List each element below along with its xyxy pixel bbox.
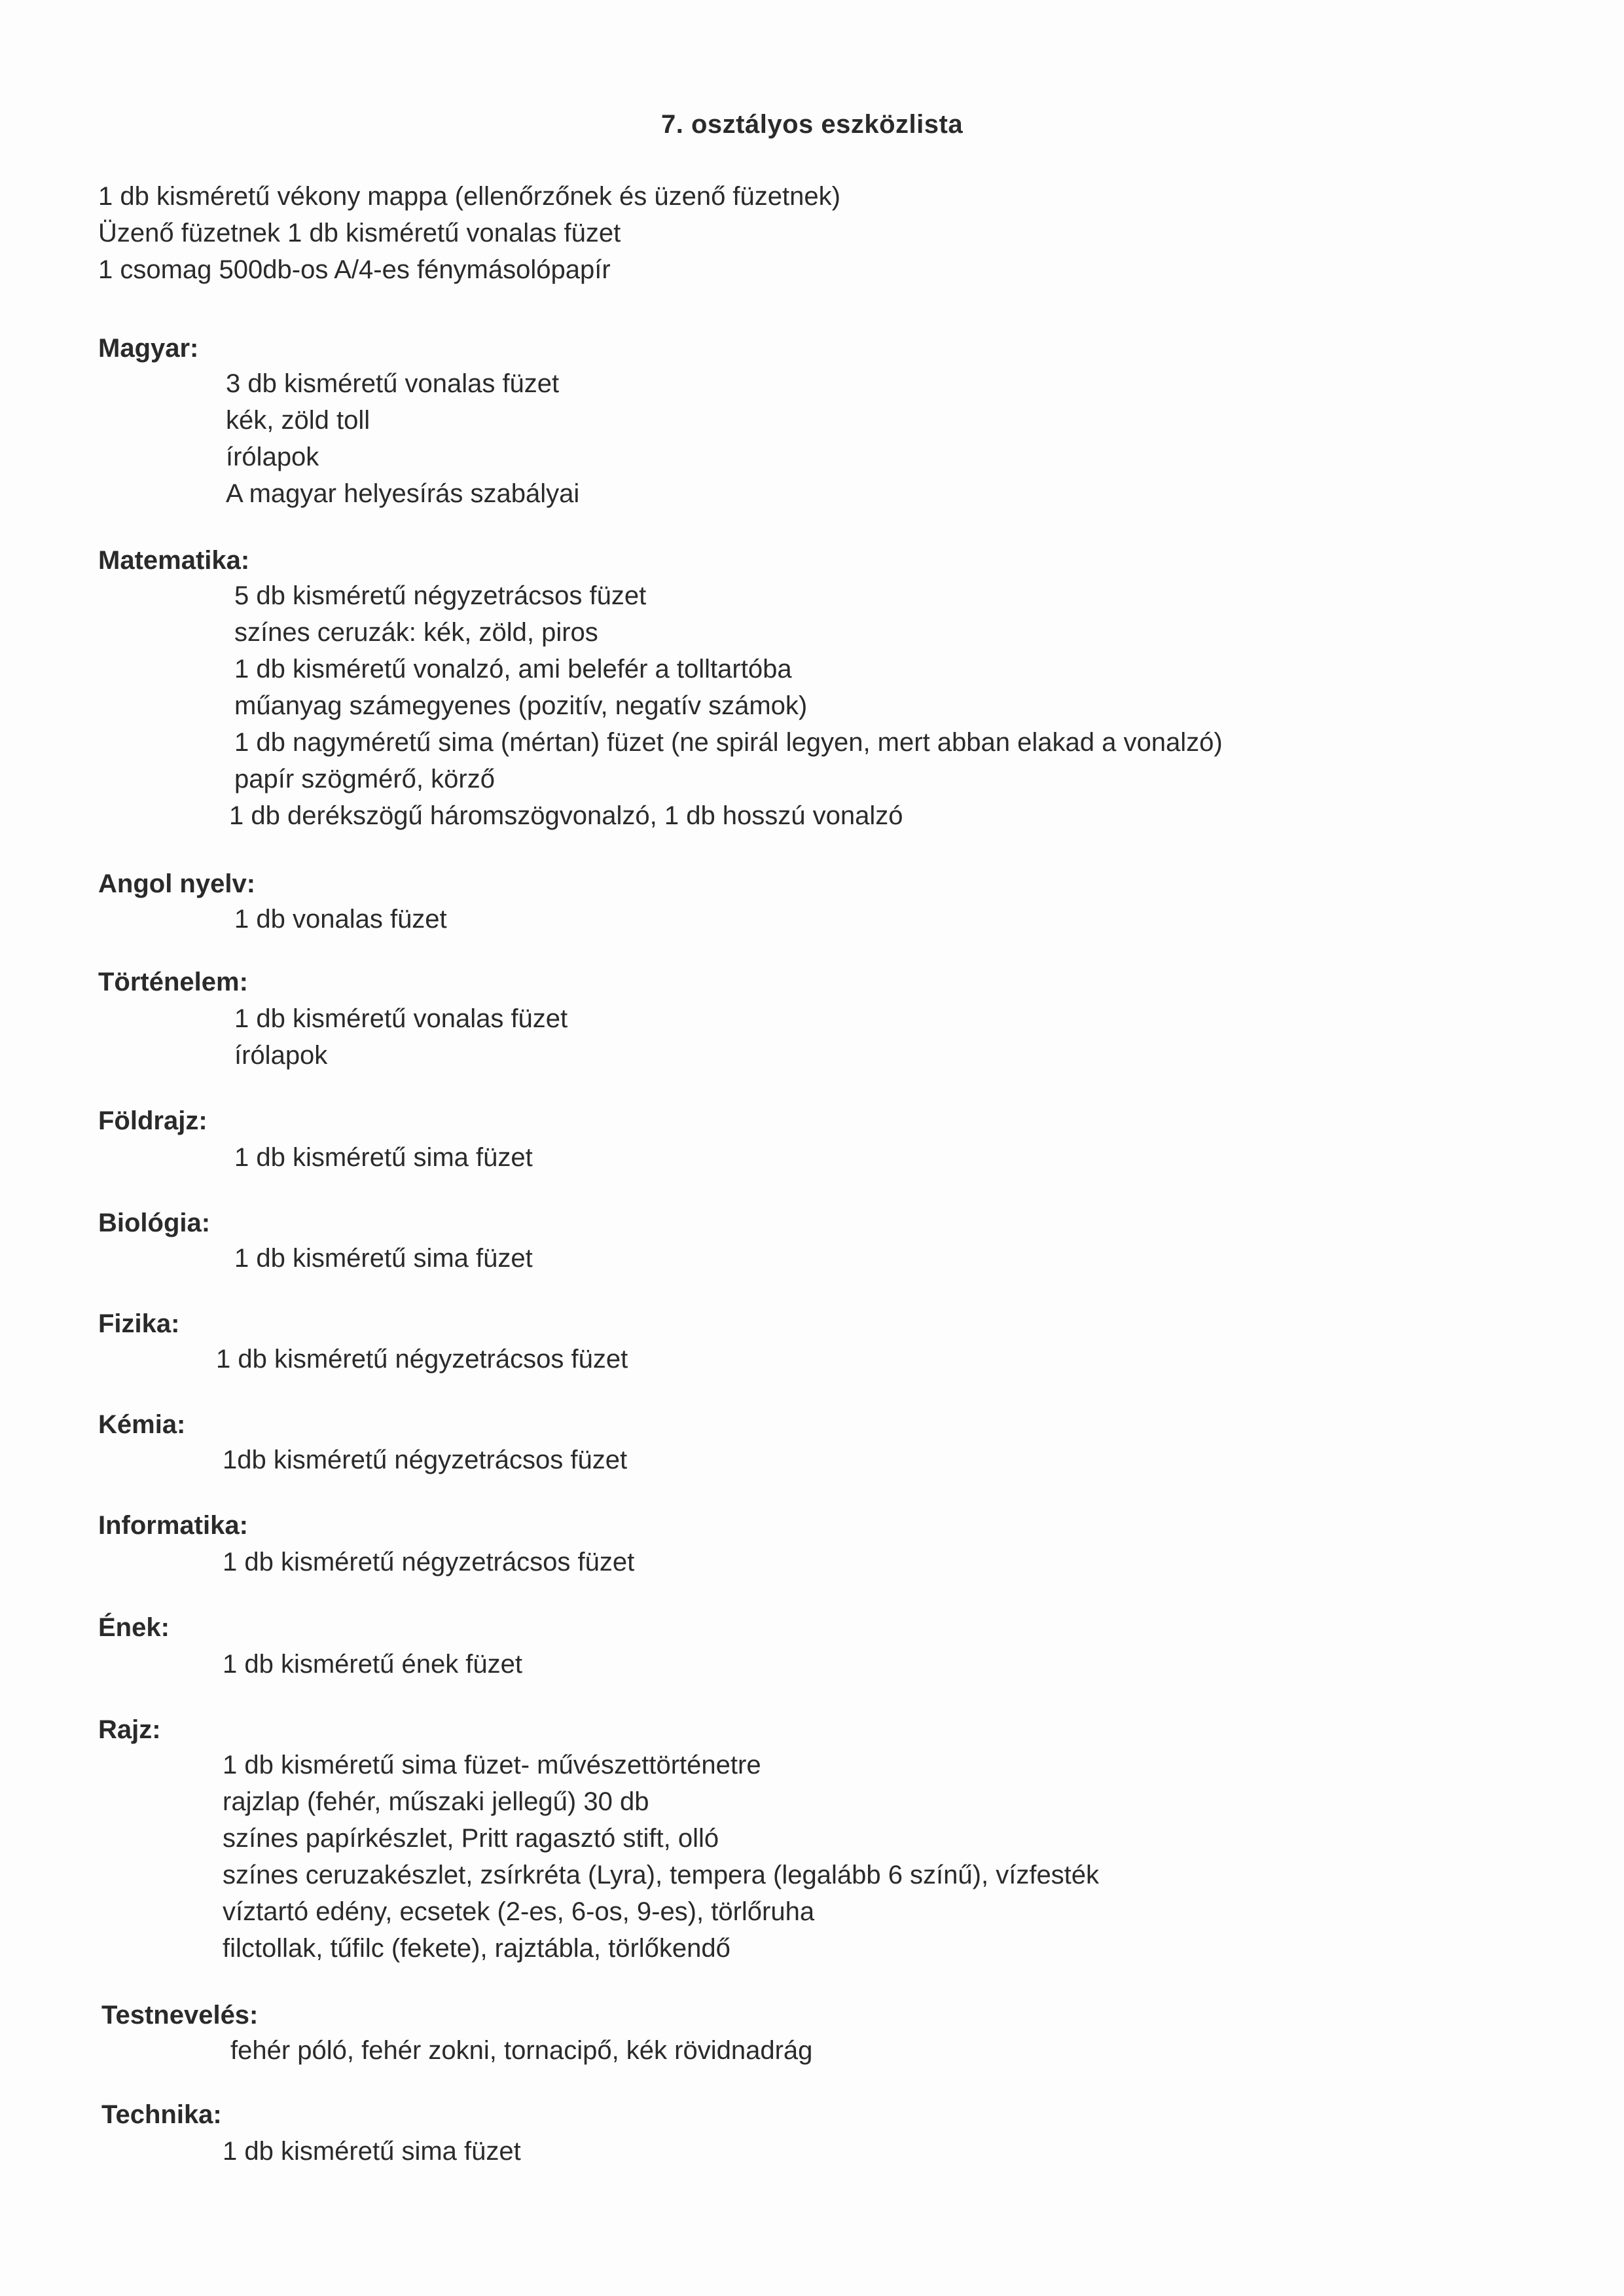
subject-heading-testneveles: Testnevelés: [101, 2001, 259, 2030]
subject-heading-biologia: Biológia: [98, 1209, 211, 1237]
subject-item: 1 db kisméretű ének füzet [223, 1650, 523, 1679]
subject-item: 1 db kisméretű sima füzet [223, 2137, 521, 2166]
subject-heading-angol-nyelv: Angol nyelv: [98, 869, 256, 898]
subject-item: 1 db kisméretű sima füzet [234, 1143, 533, 1172]
subject-item: 1 db kisméretű négyzetrácsos füzet [216, 1345, 628, 1374]
subject-heading-matematika: Matematika: [98, 546, 250, 575]
page-title: 7. osztályos eszközlista [661, 110, 964, 139]
subject-item: víztartó edény, ecsetek (2-es, 6-os, 9-es), törlőruha [223, 1897, 815, 1926]
subject-item: színes papírkészlet, Pritt ragasztó stift, olló [223, 1824, 719, 1853]
subject-item: írólapok [226, 443, 319, 471]
subject-item: színes ceruzák: kék, zöld, piros [234, 618, 598, 647]
subject-item: papír szögmérő, körző [234, 765, 495, 793]
subject-item: műanyag számegyenes (pozitív, negatív számok) [234, 691, 808, 720]
subject-heading-magyar: Magyar: [98, 334, 199, 363]
subject-item: írólapok [234, 1041, 328, 1070]
subject-item: 1 db kisméretű vonalzó, ami belefér a tolltartóba [234, 655, 792, 683]
subject-heading-technika: Technika: [101, 2100, 222, 2129]
general-item: 1 csomag 500db-os A/4-es fénymásolópapír [98, 255, 611, 284]
subject-item: fehér póló, fehér zokni, tornacipő, kék rövidnadrág [230, 2036, 813, 2065]
subject-item: 3 db kisméretű vonalas füzet [226, 369, 560, 398]
subject-item: A magyar helyesírás szabályai [226, 479, 580, 508]
subject-item: 1 db kisméretű négyzetrácsos füzet [223, 1548, 635, 1576]
subject-item: filctollak, tűfilc (fekete), rajztábla, törlőkendő [223, 1934, 731, 1963]
subject-heading-tortenelem: Történelem: [98, 968, 248, 996]
subject-item: 1 db vonalas füzet [234, 905, 447, 934]
subject-item: 1 db nagyméretű sima (mértan) füzet (ne spirál legyen, mert abban elakad a vonalzó) [234, 728, 1223, 757]
subject-heading-rajz: Rajz: [98, 1715, 161, 1744]
subject-item: kék, zöld toll [226, 406, 370, 435]
subject-item: 1 db kisméretű vonalas füzet [234, 1004, 568, 1033]
subject-item: rajzlap (fehér, műszaki jellegű) 30 db [223, 1787, 649, 1816]
subject-heading-fizika: Fizika: [98, 1309, 180, 1338]
subject-item: 1 db kisméretű sima füzet- művészettörténetre [223, 1751, 761, 1779]
subject-item: 5 db kisméretű négyzetrácsos füzet [234, 581, 647, 610]
general-item: Üzenő füzetnek 1 db kisméretű vonalas füzet [98, 219, 621, 247]
subject-item: 1 db kisméretű sima füzet [234, 1244, 533, 1273]
subject-item: színes ceruzakészlet, zsírkréta (Lyra), tempera (legalább 6 színű), vízfesték [223, 1861, 1100, 1889]
general-item: 1 db kisméretű vékony mappa (ellenőrzőnek és üzenő füzetnek) [98, 182, 840, 211]
subject-heading-enek: Ének: [98, 1613, 170, 1642]
subject-item: 1db kisméretű négyzetrácsos füzet [223, 1446, 628, 1474]
subject-heading-informatika: Informatika: [98, 1511, 248, 1540]
subject-item: 1 db derékszögű háromszögvonalzó, 1 db hosszú vonalzó [229, 801, 903, 830]
subject-heading-kemia: Kémia: [98, 1410, 186, 1439]
subject-heading-foldrajz: Földrajz: [98, 1106, 208, 1135]
